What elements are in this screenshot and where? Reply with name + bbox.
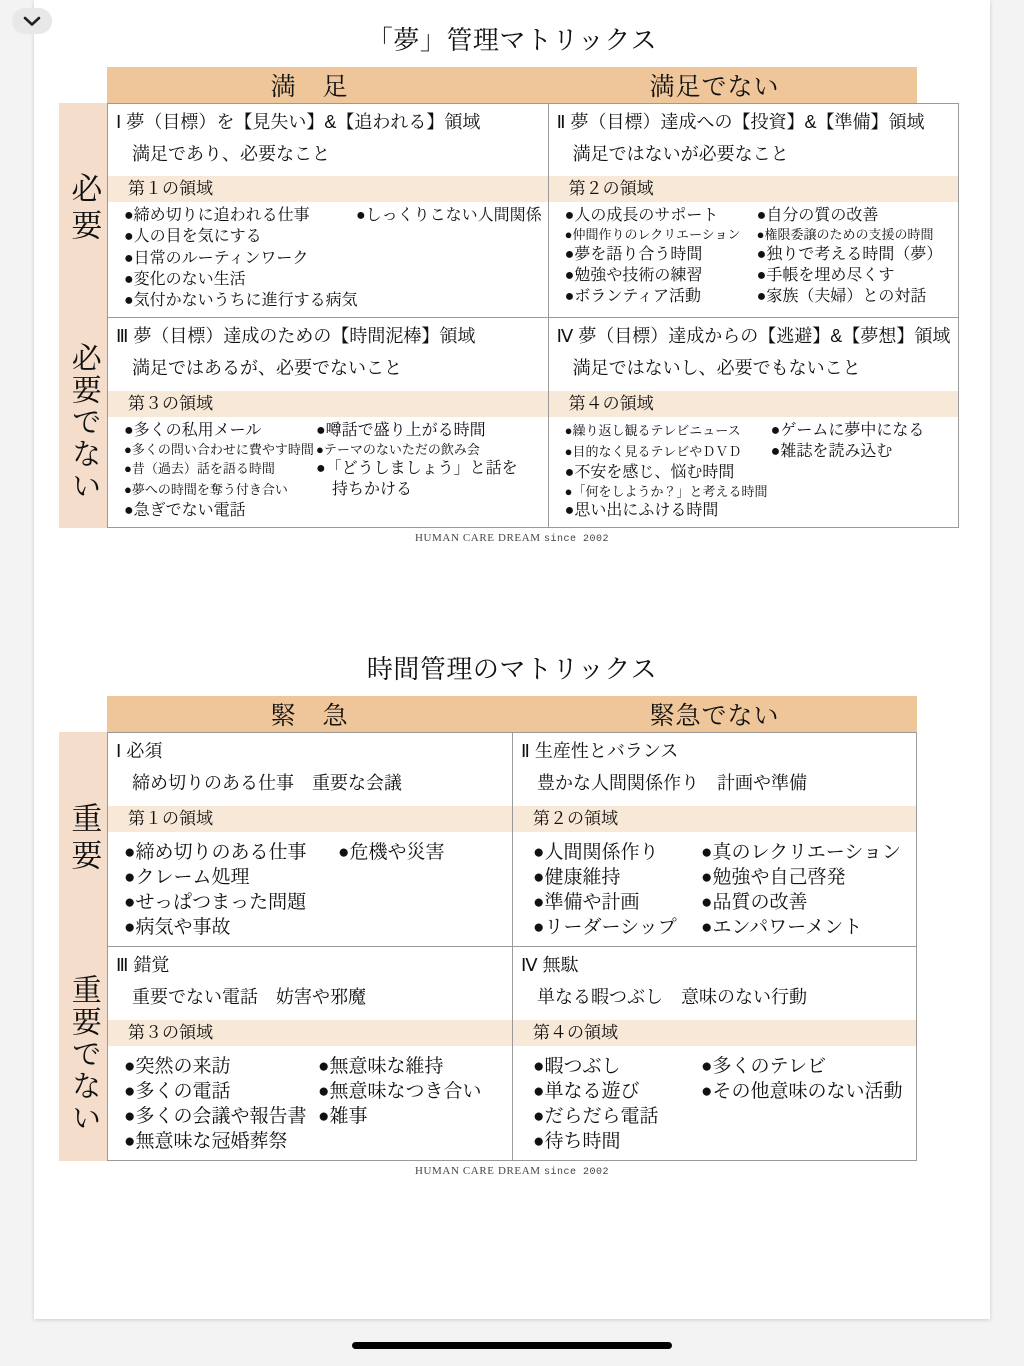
list-item: ●多くの電話 ●無意味なつき合い: [124, 1080, 482, 1102]
time-quadrant-2: [512, 732, 917, 947]
time-quadrant-3-items: [108, 1046, 512, 1160]
dream-matrix-footer: [107, 528, 917, 545]
dream-quadrant-1-items: [108, 202, 548, 317]
list-item: ●単なる遊び ●その他意味のない活動: [533, 1080, 903, 1102]
list-item: ●多くの会議や報告書 ●雑事: [124, 1105, 368, 1127]
list-item: ●人の目を気にする: [124, 228, 262, 246]
list-item: ●ボランティア活動 ●家族（夫婦）との対話: [564, 287, 927, 305]
dream-matrix-title: 「夢」管理マトリックス: [366, 25, 658, 55]
list-item: ●「何をしようか？」と考える時間: [564, 484, 768, 500]
time-quadrant-2-subtitle: 豊かな人間関係作り 計画や準備: [537, 773, 807, 794]
chevron-down-icon: [23, 16, 41, 27]
list-item: ●仲間作りのレクリエーション ●権限委譲のための支援の時間: [564, 227, 934, 243]
time-quadrant-3-roman: Ⅲ: [116, 954, 129, 976]
time-row-label-not-important: 重要でない: [66, 973, 100, 1134]
list-item: ●目的なく見るテレビやＤＶＤ ●雑誌を読み込む: [564, 442, 893, 460]
dream-quadrant-4-subtitle: 満足ではないし、必要でもないこと: [572, 358, 861, 379]
dream-quadrant-2-roman: Ⅱ: [556, 111, 566, 133]
dream-column-header-satisfied: 満 足: [270, 72, 349, 101]
dream-quadrant-4-items: [549, 417, 959, 528]
time-quadrant-4-items: [513, 1046, 916, 1160]
list-item: ●勉強や技術の練習 ●手帳を埋め尽くす: [564, 266, 895, 284]
time-quadrant-4-heading-text: 無駄: [542, 954, 579, 975]
time-quadrant-grid: [107, 732, 917, 1161]
dream-row-labels: [59, 103, 107, 529]
list-item: ●リーダーシップ ●エンパワーメント: [533, 916, 863, 938]
dream-row-label-necessary: 必要: [66, 172, 102, 247]
dream-quadrant-2: [548, 103, 960, 318]
dream-quadrant-3-items: [108, 417, 548, 528]
dream-quadrant-3-subtitle: 満足ではあるが、必要でないこと: [132, 358, 402, 379]
time-matrix-frame: [66, 696, 917, 1179]
dream-quadrant-4: [548, 318, 960, 528]
time-matrix-body: [59, 732, 917, 1161]
list-item: ●多くの私用メール ●噂話で盛り上がる時間: [124, 421, 486, 439]
list-item: ●締め切りのある仕事 ●危機や災害: [124, 841, 445, 863]
time-column-header-urgent: 緊 急: [270, 701, 349, 730]
dream-matrix-body: [59, 103, 951, 529]
dream-quadrant-2-heading: [549, 104, 959, 135]
dream-quadrant-4-heading-text: 夢（目標）達成からの【逃避】&【夢想】領域: [578, 325, 951, 346]
dream-quadrant-3-heading: [108, 318, 548, 349]
time-quadrant-1-roman: Ⅰ: [116, 740, 122, 762]
list-item: ●健康維持 ●勉強や自己啓発: [533, 866, 846, 888]
time-quadrant-2-roman: Ⅱ: [521, 740, 530, 762]
time-quadrant-3: [107, 947, 512, 1161]
time-quadrant-2-heading-text: 生産性とバランス: [534, 740, 679, 761]
time-quadrant-1-heading-text: 必須: [126, 740, 163, 761]
time-quadrant-4-band: 第４の領域: [513, 1020, 916, 1046]
dream-quadrant-1-heading-text: 夢（目標）を【見失い】&【追われる】領域: [126, 111, 481, 132]
list-item: ●不安を感じ、悩む時間: [564, 463, 735, 481]
list-item: ●日常のルーティンワーク: [124, 249, 309, 267]
list-item: ●繰り返し観るテレビニュース ●ゲームに夢中になる: [564, 421, 925, 439]
list-item: ●だらだら電話: [533, 1105, 659, 1127]
home-indicator[interactable]: [352, 1342, 672, 1349]
time-quadrant-4-subtitle: 単なる暇つぶし 意味のない行動: [537, 987, 807, 1008]
list-item: ●人の成長のサポート ●自分の質の改善: [564, 207, 879, 225]
time-row-label-important: 重要: [66, 802, 102, 877]
list-item: ●思い出にふける時間: [564, 502, 719, 520]
list-item: ●せっぱつまった問題: [124, 891, 307, 913]
dream-quadrant-1-band: 第１の領域: [108, 176, 548, 202]
time-row-labels: [59, 732, 107, 1161]
list-item: ●人間関係作り ●真のレクリエーション: [533, 841, 901, 863]
list-item: ●多くの問い合わせに費やす時間 ●テーマのないただの飲み会: [124, 441, 480, 457]
list-item: ●突然の来訪 ●無意味な維持: [124, 1055, 444, 1077]
time-matrix: [34, 545, 990, 1178]
time-quadrant-2-band: 第２の領域: [513, 806, 916, 832]
list-item: ●気付かないうちに進行する病気: [124, 291, 358, 309]
dream-quadrant-1-heading: [108, 104, 548, 135]
dream-quadrant-3-band: 第３の領域: [108, 391, 548, 417]
list-item: ●病気や事故: [124, 916, 231, 938]
document-sheet: [34, 0, 990, 1319]
dream-matrix-frame: [66, 67, 951, 546]
dream-matrix: [34, 0, 990, 545]
list-item: ●変化のない生活: [124, 270, 246, 288]
dream-quadrant-1: [107, 103, 548, 318]
time-column-header-not-urgent: 緊急でない: [649, 701, 780, 730]
time-quadrant-2-heading: [513, 733, 916, 764]
dream-column-header-not-satisfied: 満足でない: [649, 72, 780, 101]
list-item: ●無意味な冠婚葬祭: [124, 1131, 288, 1152]
dream-quadrant-4-heading: [549, 318, 959, 349]
time-quadrant-4: [512, 947, 917, 1161]
list-item: ●昔（過去）話を語る時間 ●「どうしましょう」と話を: [124, 459, 518, 477]
dream-quadrant-1-subtitle: 満足であり、必要なこと: [132, 143, 330, 164]
time-column-headers: [107, 696, 917, 732]
dream-quadrant-4-band: 第４の領域: [549, 391, 959, 417]
list-item: ●急ぎでない電話: [124, 502, 246, 520]
time-matrix-title: 時間管理のマトリックス: [366, 654, 658, 685]
list-item: ●準備や計画 ●品質の改善: [533, 891, 808, 913]
time-quadrant-2-items: [513, 832, 916, 946]
dream-quadrant-4-roman: Ⅳ: [556, 325, 574, 347]
time-quadrant-4-heading: [513, 947, 916, 978]
time-quadrant-1-subtitle: 締め切りのある仕事 重要な会議: [132, 773, 402, 794]
dream-quadrant-2-heading-text: 夢（目標）達成への【投資】&【準備】領域: [570, 111, 925, 132]
list-item: ●夢を語り合う時間 ●独りで考える時間（夢）: [564, 245, 943, 263]
time-quadrant-4-roman: Ⅳ: [521, 954, 538, 976]
time-matrix-footer: [107, 1161, 917, 1178]
footer-brand: HUMAN CARE DREAM: [414, 532, 541, 545]
time-quadrant-1: [107, 732, 512, 947]
dream-quadrant-2-band: 第２の領域: [549, 176, 959, 202]
dream-quadrant-3-heading-text: 夢（目標）達成のための【時間泥棒】領域: [133, 325, 476, 346]
time-quadrant-1-band: 第１の領域: [108, 806, 512, 832]
dream-quadrant-1-roman: Ⅰ: [116, 111, 122, 133]
list-item: ●待ち時間: [533, 1131, 621, 1152]
dream-column-headers: [107, 67, 917, 103]
time-quadrant-1-items: [108, 832, 512, 946]
time-quadrant-3-heading-text: 錯覚: [133, 954, 170, 975]
dream-quadrant-3-roman: Ⅲ: [116, 325, 129, 347]
list-item: ●夢への時間を奪う付き合い 持ちかける: [124, 481, 413, 499]
dream-row-label-not-necessary: 必要でない: [66, 341, 100, 502]
dream-quadrant-grid: [107, 103, 959, 529]
dream-quadrant-2-items: [549, 202, 959, 317]
time-quadrant-1-heading: [108, 733, 512, 764]
time-quadrant-3-heading: [108, 947, 512, 978]
footer-since: since 2002: [544, 1167, 610, 1179]
dream-quadrant-2-subtitle: 満足ではないが必要なこと: [572, 143, 789, 164]
footer-since: since 2002: [544, 534, 610, 546]
collapse-button[interactable]: [12, 8, 52, 34]
time-quadrant-3-subtitle: 重要でない電話 妨害や邪魔: [132, 987, 366, 1008]
list-item: ●暇つぶし ●多くのテレビ: [533, 1055, 827, 1077]
time-quadrant-3-band: 第３の領域: [108, 1020, 512, 1046]
list-item: ●クレーム処理: [124, 866, 250, 888]
dream-quadrant-3: [107, 318, 548, 528]
footer-brand: HUMAN CARE DREAM: [414, 1165, 541, 1178]
list-item: ●締め切りに追われる仕事 ●しっくりこない人間関係: [124, 207, 542, 225]
